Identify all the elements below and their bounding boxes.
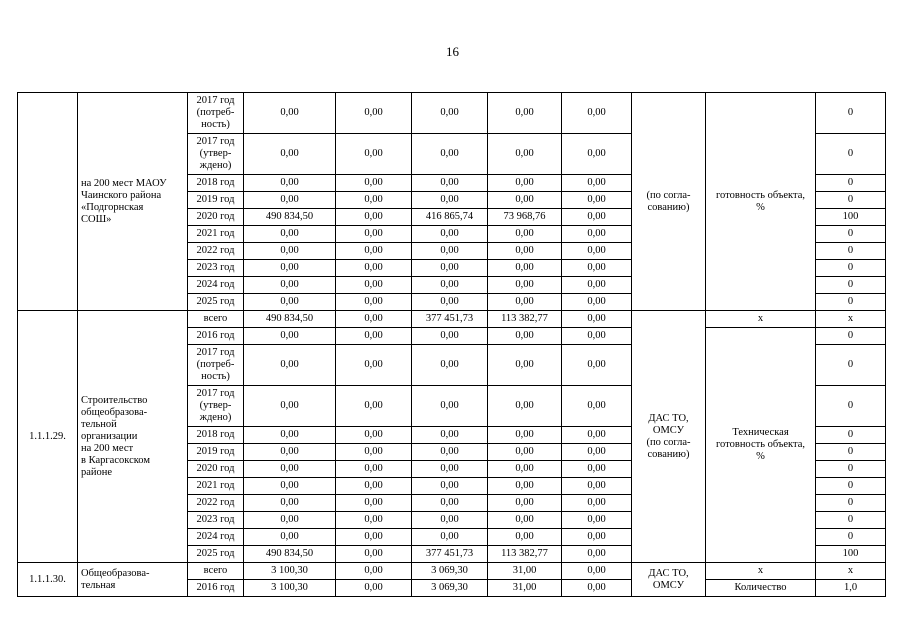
other-sources-cell: 0,00 (562, 93, 632, 134)
indicator-value: 0 (816, 444, 886, 461)
indicator-name: x (706, 563, 816, 580)
other-sources-cell: 0,00 (562, 226, 632, 243)
period-cell: 2019 год (188, 444, 244, 461)
federal-budget-cell: 0,00 (336, 294, 412, 311)
period-cell: 2025 год (188, 546, 244, 563)
table-row (18, 563, 886, 580)
federal-budget-cell: 0,00 (336, 478, 412, 495)
federal-budget-cell: 0,00 (336, 563, 412, 580)
activity-number: 1.1.1.29. (18, 311, 78, 563)
federal-budget-cell: 0,00 (336, 243, 412, 260)
local-budget-cell: 0,00 (488, 512, 562, 529)
responsible-executor: (по согла- сованию) (632, 93, 706, 311)
total-amount-cell: 0,00 (244, 93, 336, 134)
regional-budget-cell: 0,00 (412, 93, 488, 134)
local-budget-cell: 0,00 (488, 386, 562, 427)
federal-budget-cell: 0,00 (336, 529, 412, 546)
indicator-value: 0 (816, 294, 886, 311)
federal-budget-cell: 0,00 (336, 512, 412, 529)
activity-name: Строительство общеобразова- тельной организации на 200 мест в Каргасокском районе (78, 311, 188, 563)
period-cell: 2024 год (188, 277, 244, 294)
regional-budget-cell: 0,00 (412, 461, 488, 478)
federal-budget-cell: 0,00 (336, 134, 412, 175)
federal-budget-cell: 0,00 (336, 93, 412, 134)
period-cell: 2016 год (188, 328, 244, 345)
local-budget-cell: 0,00 (488, 345, 562, 386)
period-cell: 2020 год (188, 461, 244, 478)
indicator-value: 0 (816, 495, 886, 512)
local-budget-cell: 0,00 (488, 461, 562, 478)
indicator-value: x (816, 311, 886, 328)
indicator-value: 0 (816, 386, 886, 427)
indicator-value: 0 (816, 192, 886, 209)
indicator-name: готовность объекта, % (706, 93, 816, 311)
regional-budget-cell: 3 069,30 (412, 563, 488, 580)
other-sources-cell: 0,00 (562, 495, 632, 512)
local-budget-cell: 31,00 (488, 563, 562, 580)
total-amount-cell: 0,00 (244, 427, 336, 444)
activity-name: Общеобразова- тельная (78, 563, 188, 597)
regional-budget-cell: 416 865,74 (412, 209, 488, 226)
other-sources-cell: 0,00 (562, 134, 632, 175)
federal-budget-cell: 0,00 (336, 427, 412, 444)
regional-budget-cell: 0,00 (412, 386, 488, 427)
local-budget-cell: 73 968,76 (488, 209, 562, 226)
federal-budget-cell: 0,00 (336, 546, 412, 563)
total-amount-cell: 0,00 (244, 134, 336, 175)
other-sources-cell: 0,00 (562, 260, 632, 277)
period-cell: всего (188, 311, 244, 328)
regional-budget-cell: 0,00 (412, 192, 488, 209)
total-amount-cell: 0,00 (244, 495, 336, 512)
federal-budget-cell: 0,00 (336, 192, 412, 209)
regional-budget-cell: 0,00 (412, 328, 488, 345)
responsible-executor: ДАС ТО, ОМСУ (632, 563, 706, 597)
total-amount-cell: 0,00 (244, 529, 336, 546)
federal-budget-cell: 0,00 (336, 345, 412, 386)
other-sources-cell: 0,00 (562, 243, 632, 260)
total-amount-cell: 0,00 (244, 192, 336, 209)
local-budget-cell: 0,00 (488, 427, 562, 444)
period-cell: 2025 год (188, 294, 244, 311)
local-budget-cell: 0,00 (488, 243, 562, 260)
regional-budget-cell: 377 451,73 (412, 311, 488, 328)
federal-budget-cell: 0,00 (336, 461, 412, 478)
indicator-value: 0 (816, 260, 886, 277)
regional-budget-cell: 0,00 (412, 243, 488, 260)
period-cell: 2017 год (утвер- ждено) (188, 134, 244, 175)
regional-budget-cell: 0,00 (412, 175, 488, 192)
other-sources-cell: 0,00 (562, 175, 632, 192)
indicator-value: 0 (816, 175, 886, 192)
period-cell: 2023 год (188, 512, 244, 529)
local-budget-cell: 0,00 (488, 529, 562, 546)
indicator-name: Техническая готовность объекта, % (706, 328, 816, 563)
local-budget-cell: 0,00 (488, 444, 562, 461)
regional-budget-cell: 0,00 (412, 277, 488, 294)
total-amount-cell: 0,00 (244, 461, 336, 478)
regional-budget-cell: 0,00 (412, 226, 488, 243)
period-cell: 2017 год (потреб- ность) (188, 93, 244, 134)
total-amount-cell: 0,00 (244, 444, 336, 461)
regional-budget-cell: 0,00 (412, 512, 488, 529)
federal-budget-cell: 0,00 (336, 260, 412, 277)
indicator-value: 0 (816, 93, 886, 134)
activity-name: на 200 мест МАОУ Чаинского района «Подгорнская СОШ» (78, 93, 188, 311)
total-amount-cell: 0,00 (244, 478, 336, 495)
page-number: 16 (446, 44, 459, 59)
total-amount-cell: 0,00 (244, 226, 336, 243)
federal-budget-cell: 0,00 (336, 386, 412, 427)
local-budget-cell: 0,00 (488, 328, 562, 345)
indicator-value: 100 (816, 209, 886, 226)
federal-budget-cell: 0,00 (336, 209, 412, 226)
regional-budget-cell: 0,00 (412, 294, 488, 311)
regional-budget-cell: 377 451,73 (412, 546, 488, 563)
period-cell: 2020 год (188, 209, 244, 226)
total-amount-cell: 490 834,50 (244, 209, 336, 226)
regional-budget-cell: 0,00 (412, 427, 488, 444)
indicator-value: 0 (816, 226, 886, 243)
total-amount-cell: 0,00 (244, 345, 336, 386)
indicator-value: 1,0 (816, 580, 886, 597)
other-sources-cell: 0,00 (562, 529, 632, 546)
period-cell: всего (188, 563, 244, 580)
period-cell: 2019 год (188, 192, 244, 209)
other-sources-cell: 0,00 (562, 461, 632, 478)
total-amount-cell: 0,00 (244, 328, 336, 345)
local-budget-cell: 0,00 (488, 277, 562, 294)
local-budget-cell: 31,00 (488, 580, 562, 597)
period-cell: 2018 год (188, 175, 244, 192)
federal-budget-cell: 0,00 (336, 580, 412, 597)
total-amount-cell: 0,00 (244, 243, 336, 260)
federal-budget-cell: 0,00 (336, 444, 412, 461)
regional-budget-cell: 0,00 (412, 345, 488, 386)
indicator-value: 0 (816, 277, 886, 294)
indicator-value: 0 (816, 427, 886, 444)
period-cell: 2024 год (188, 529, 244, 546)
local-budget-cell: 0,00 (488, 175, 562, 192)
local-budget-cell: 0,00 (488, 478, 562, 495)
program-activities-table (17, 92, 886, 597)
table-row (18, 93, 886, 134)
regional-budget-cell: 0,00 (412, 134, 488, 175)
local-budget-cell: 0,00 (488, 93, 562, 134)
indicator-value: 0 (816, 512, 886, 529)
total-amount-cell: 3 100,30 (244, 563, 336, 580)
federal-budget-cell: 0,00 (336, 328, 412, 345)
period-cell: 2018 год (188, 427, 244, 444)
local-budget-cell: 0,00 (488, 226, 562, 243)
federal-budget-cell: 0,00 (336, 175, 412, 192)
total-amount-cell: 0,00 (244, 260, 336, 277)
federal-budget-cell: 0,00 (336, 495, 412, 512)
period-cell: 2022 год (188, 243, 244, 260)
indicator-value: 0 (816, 461, 886, 478)
regional-budget-cell: 0,00 (412, 478, 488, 495)
table-row (18, 311, 886, 328)
total-amount-cell: 490 834,50 (244, 311, 336, 328)
local-budget-cell: 0,00 (488, 192, 562, 209)
other-sources-cell: 0,00 (562, 563, 632, 580)
federal-budget-cell: 0,00 (336, 277, 412, 294)
total-amount-cell: 0,00 (244, 175, 336, 192)
regional-budget-cell: 0,00 (412, 529, 488, 546)
other-sources-cell: 0,00 (562, 427, 632, 444)
total-amount-cell: 0,00 (244, 512, 336, 529)
total-amount-cell: 490 834,50 (244, 546, 336, 563)
regional-budget-cell: 3 069,30 (412, 580, 488, 597)
other-sources-cell: 0,00 (562, 294, 632, 311)
indicator-name: x (706, 311, 816, 328)
other-sources-cell: 0,00 (562, 277, 632, 294)
total-amount-cell: 0,00 (244, 294, 336, 311)
regional-budget-cell: 0,00 (412, 495, 488, 512)
other-sources-cell: 0,00 (562, 444, 632, 461)
indicator-value: 100 (816, 546, 886, 563)
other-sources-cell: 0,00 (562, 192, 632, 209)
period-cell: 2017 год (потреб- ность) (188, 345, 244, 386)
other-sources-cell: 0,00 (562, 209, 632, 226)
local-budget-cell: 0,00 (488, 495, 562, 512)
other-sources-cell: 0,00 (562, 311, 632, 328)
period-cell: 2017 год (утвер- ждено) (188, 386, 244, 427)
indicator-value: 0 (816, 345, 886, 386)
local-budget-cell: 113 382,77 (488, 311, 562, 328)
indicator-value: 0 (816, 328, 886, 345)
regional-budget-cell: 0,00 (412, 444, 488, 461)
activity-number: 1.1.1.30. (18, 563, 78, 597)
regional-budget-cell: 0,00 (412, 260, 488, 277)
period-cell: 2021 год (188, 478, 244, 495)
indicator-value: 0 (816, 134, 886, 175)
total-amount-cell: 0,00 (244, 386, 336, 427)
other-sources-cell: 0,00 (562, 546, 632, 563)
indicator-value: 0 (816, 243, 886, 260)
responsible-executor: ДАС ТО, ОМСУ (по согла- сованию) (632, 311, 706, 563)
period-cell: 2016 год (188, 580, 244, 597)
other-sources-cell: 0,00 (562, 328, 632, 345)
other-sources-cell: 0,00 (562, 580, 632, 597)
federal-budget-cell: 0,00 (336, 226, 412, 243)
total-amount-cell: 0,00 (244, 277, 336, 294)
indicator-name: Количество (706, 580, 816, 597)
local-budget-cell: 0,00 (488, 260, 562, 277)
other-sources-cell: 0,00 (562, 345, 632, 386)
local-budget-cell: 0,00 (488, 294, 562, 311)
other-sources-cell: 0,00 (562, 512, 632, 529)
local-budget-cell: 0,00 (488, 134, 562, 175)
period-cell: 2022 год (188, 495, 244, 512)
total-amount-cell: 3 100,30 (244, 580, 336, 597)
indicator-value: x (816, 563, 886, 580)
indicator-value: 0 (816, 478, 886, 495)
period-cell: 2023 год (188, 260, 244, 277)
local-budget-cell: 113 382,77 (488, 546, 562, 563)
other-sources-cell: 0,00 (562, 386, 632, 427)
federal-budget-cell: 0,00 (336, 311, 412, 328)
other-sources-cell: 0,00 (562, 478, 632, 495)
period-cell: 2021 год (188, 226, 244, 243)
activity-number (18, 93, 78, 311)
indicator-value: 0 (816, 529, 886, 546)
